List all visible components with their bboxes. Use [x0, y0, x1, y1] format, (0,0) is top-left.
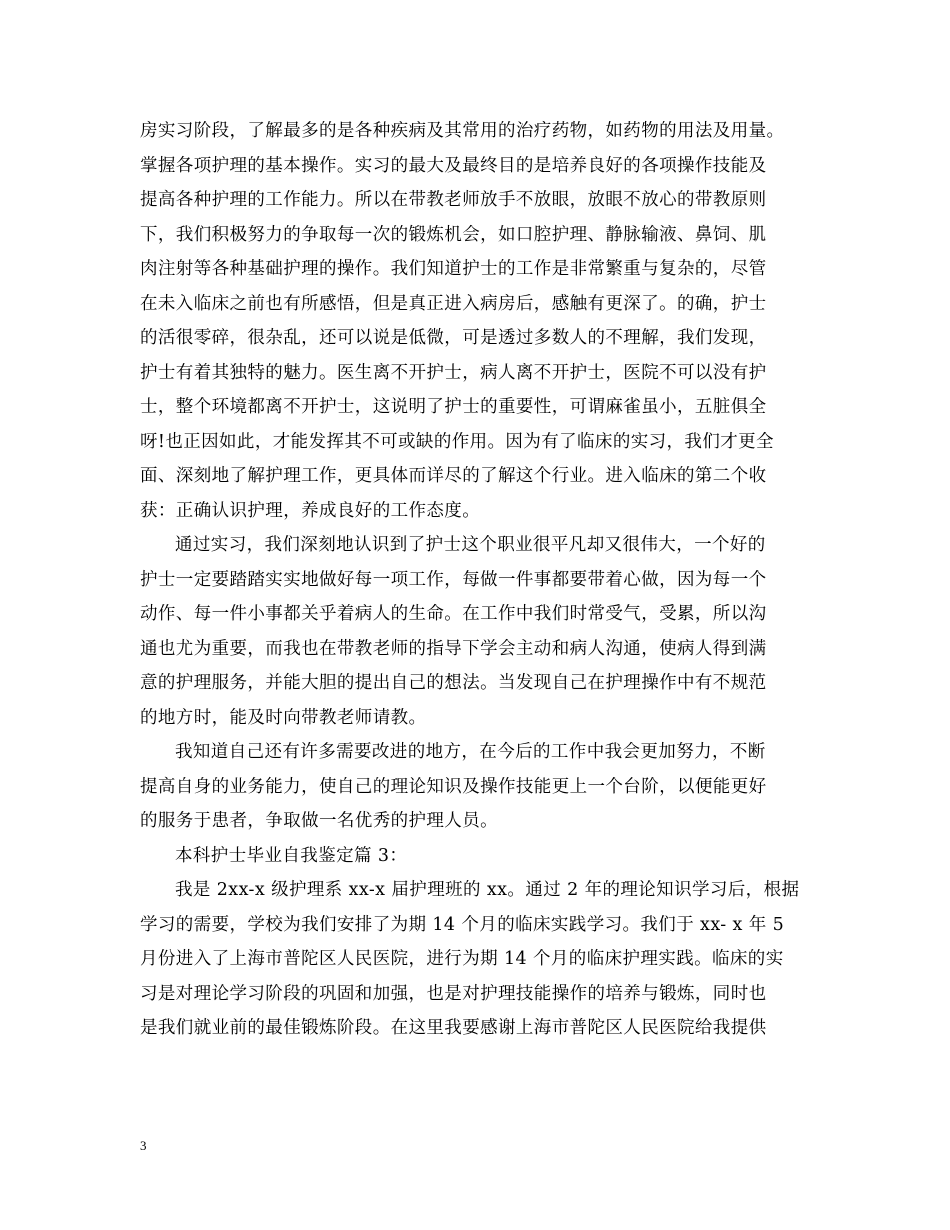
text-line: 的活很零碎，很杂乱，还可以说是低微，可是透过多数人的不理解，我们发现，	[140, 328, 767, 348]
text-line: 掌握各项护理的基本操作。实习的最大及最终目的是培养良好的各项操作技能及	[140, 155, 767, 176]
text-line: 通过实习，我们深刻地认识到了护士这个职业很平凡却又很伟大，一个好的	[175, 535, 766, 555]
text-line: 提高各种护理的工作能力。所以在带教老师放手不放眼，放眼不放心的带教原则	[140, 190, 767, 210]
text-line: 的地方时，能及时向带教老师请教。	[140, 707, 427, 728]
page-number: 3	[140, 1138, 147, 1153]
text-line: 获：正确认识护理，养成良好的工作态度。	[140, 500, 481, 521]
text-line: 习是对理论学习阶段的巩固和加强，也是对护理技能操作的培养与锻炼，同时也	[140, 983, 767, 1004]
text-line: 面、深刻地了解护理工作，更具体而详尽的了解这个行业。进入临床的第二个收	[140, 466, 767, 486]
text-line: 房实习阶段，了解最多的是各种疾病及其常用的治疗药物，如药物的用法及用量。	[140, 121, 785, 141]
text-line: 护士有着其独特的魅力。医生离不开护士，病人离不开护士，医院不可以没有护	[140, 362, 767, 383]
text-line: 护士一定要踏踏实实地做好每一项工作，每做一件事都要带着心做，因为每一个	[140, 569, 767, 590]
text-line: 肉注射等各种基础护理的操作。我们知道护士的工作是非常繁重与复杂的，尽管	[140, 259, 767, 279]
text-line: 呀!也正因如此，才能发挥其不可或缺的作用。因为有了临床的实习，我们才更全	[140, 431, 774, 452]
text-line: 士，整个环境都离不开护士，这说明了护士的重要性，可谓麻雀虽小，五脏俱全	[140, 397, 767, 417]
text-line: 我知道自己还有许多需要改进的地方，在今后的工作中我会更加努力，不断	[175, 742, 766, 762]
text-line: 是我们就业前的最佳锻炼阶段。在这里我要感谢上海市普陀区人民医院给我提供	[140, 1018, 767, 1038]
text-line: 月份进入了上海市普陀区人民医院，进行为期 14 个月的临床护理实践。临床的实	[140, 949, 784, 969]
text-line: 本科护士毕业自我鉴定篇 3：	[175, 845, 408, 866]
text-line: 意的护理服务，并能大胆的提出自己的想法。当发现自己在护理操作中有不规范	[140, 673, 767, 693]
document-body	[140, 114, 820, 1046]
text-line: 动作、每一件小事都关乎着病人的生命。在工作中我们时常受气，受累，所以沟	[140, 604, 767, 624]
text-line: 我是 2xx-x 级护理系 xx-x 届护理班的 xx。通过 2 年的理论知识学习后，根据	[175, 880, 800, 900]
text-line: 通也尤为重要，而我也在带教老师的指导下学会主动和病人沟通，使病人得到满	[140, 638, 767, 659]
text-line: 学习的需要，学校为我们安排了为期 14 个月的临床实践学习。我们于 xx- x 年 5	[140, 914, 785, 935]
text-line: 在未入临床之前也有所感悟，但是真正进入病房后，感触有更深了。的确，护士	[140, 293, 767, 314]
text-line: 下，我们积极努力的争取每一次的锻炼机会，如口腔护理、静脉输液、鼻饲、肌	[140, 224, 767, 245]
text-line: 提高自身的业务能力，使自己的理论知识及操作技能更上一个台阶，以便能更好	[140, 776, 767, 797]
text-line: 的服务于患者，争取做一名优秀的护理人员。	[140, 811, 498, 831]
